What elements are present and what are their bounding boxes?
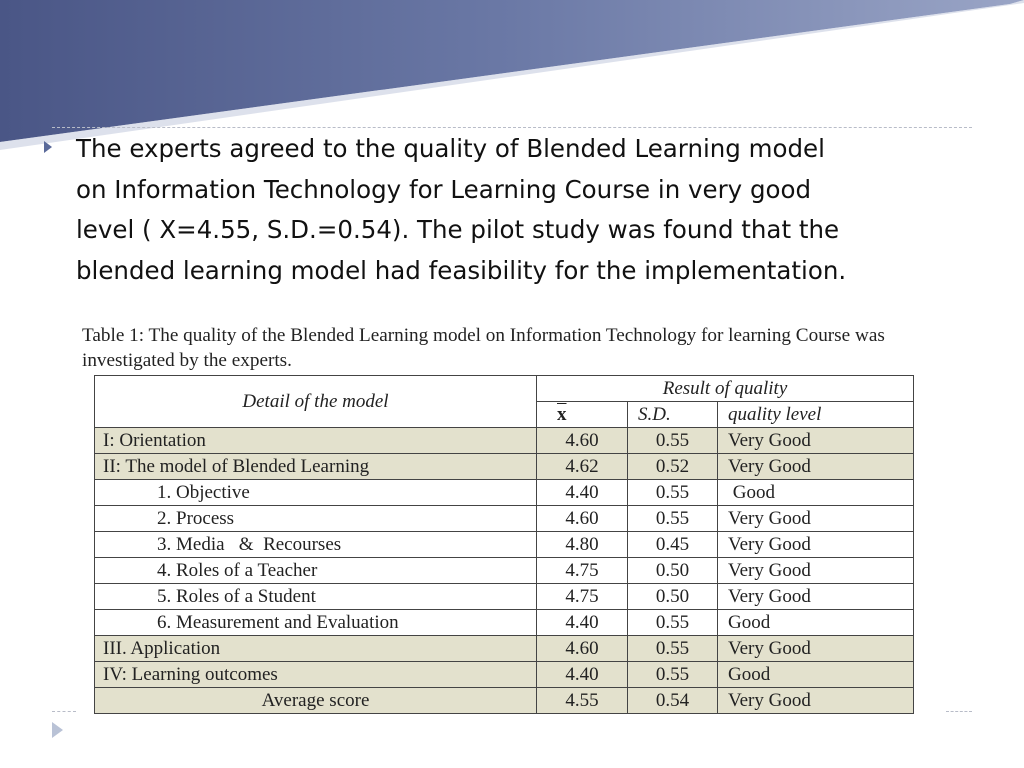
table-row [95,662,914,688]
row-mean: 4.40 [537,610,628,636]
row-level: Very Good [718,506,914,532]
quality-table [94,375,914,714]
row-level: Very Good [718,454,914,480]
bottom-divider-right [946,711,972,712]
row-sd: 0.50 [628,584,718,610]
bullet-arrow-icon [44,141,52,153]
table-caption: Table 1: The quality of the Blended Learning model on Information Technology for learning Course was investigated by the experts. [82,325,885,371]
row-detail: 6. Measurement and Evaluation [95,610,537,636]
table-row [95,454,914,480]
table-row [95,428,914,454]
row-level: Good [718,480,914,506]
table-row [95,610,914,636]
row-mean: 4.80 [537,532,628,558]
row-detail: 1. Objective [95,480,537,506]
table-row [95,636,914,662]
row-mean: 4.60 [537,428,628,454]
row-sd: 0.55 [628,428,718,454]
row-mean: 4.40 [537,480,628,506]
row-sd: 0.55 [628,480,718,506]
table-row [95,480,914,506]
row-level: Good [718,662,914,688]
top-divider-dots [52,127,972,128]
row-mean: 4.75 [537,584,628,610]
next-slide-arrow-icon[interactable] [52,722,63,738]
row-sd: 0.55 [628,636,718,662]
row-detail: IV: Learning outcomes [95,662,537,688]
row-mean: 4.40 [537,662,628,688]
row-mean: 4.60 [537,636,628,662]
table-row [95,506,914,532]
row-detail: II: The model of Blended Learning [95,454,537,480]
row-mean: 4.75 [537,558,628,584]
row-mean: 4.62 [537,454,628,480]
row-mean: 4.60 [537,506,628,532]
row-sd: 0.50 [628,558,718,584]
header-result: Result of quality [537,376,914,402]
row-sd: 0.55 [628,662,718,688]
row-level: Very Good [718,584,914,610]
body-paragraph: The experts agreed to the quality of Blended Learning model on Information Technology for Learning Course in very good level ( X=4.55, S.D.=0.54). The pilot study was found that the blended learning model had feasibility for the implementation. [76,134,847,285]
row-sd: 0.55 [628,610,718,636]
bottom-divider-left [52,711,76,712]
row-level: Very Good [718,688,914,714]
row-level: Good [718,610,914,636]
row-level: Very Good [718,636,914,662]
header-sd: S.D. [628,402,718,428]
row-level: Very Good [718,532,914,558]
row-sd: 0.45 [628,532,718,558]
row-detail: 5. Roles of a Student [95,584,537,610]
header-mean [537,402,628,428]
row-sd: 0.54 [628,688,718,714]
table-row [95,532,914,558]
row-level: Very Good [718,428,914,454]
row-mean: 4.55 [537,688,628,714]
row-level: Very Good [718,558,914,584]
row-detail: 2. Process [95,506,537,532]
header-level: quality level [718,402,914,428]
table-row [95,584,914,610]
row-detail: Average score [95,688,537,714]
row-detail: 3. Media & Recourses [95,532,537,558]
header-detail: Detail of the model [95,376,537,428]
row-sd: 0.55 [628,506,718,532]
row-sd: 0.52 [628,454,718,480]
row-detail: I: Orientation [95,428,537,454]
table-row-average [95,688,914,714]
row-detail: III. Application [95,636,537,662]
row-detail: 4. Roles of a Teacher [95,558,537,584]
mean-symbol: $\overline{x}$ [557,404,567,425]
table-row [95,558,914,584]
table-header-row [95,376,914,402]
